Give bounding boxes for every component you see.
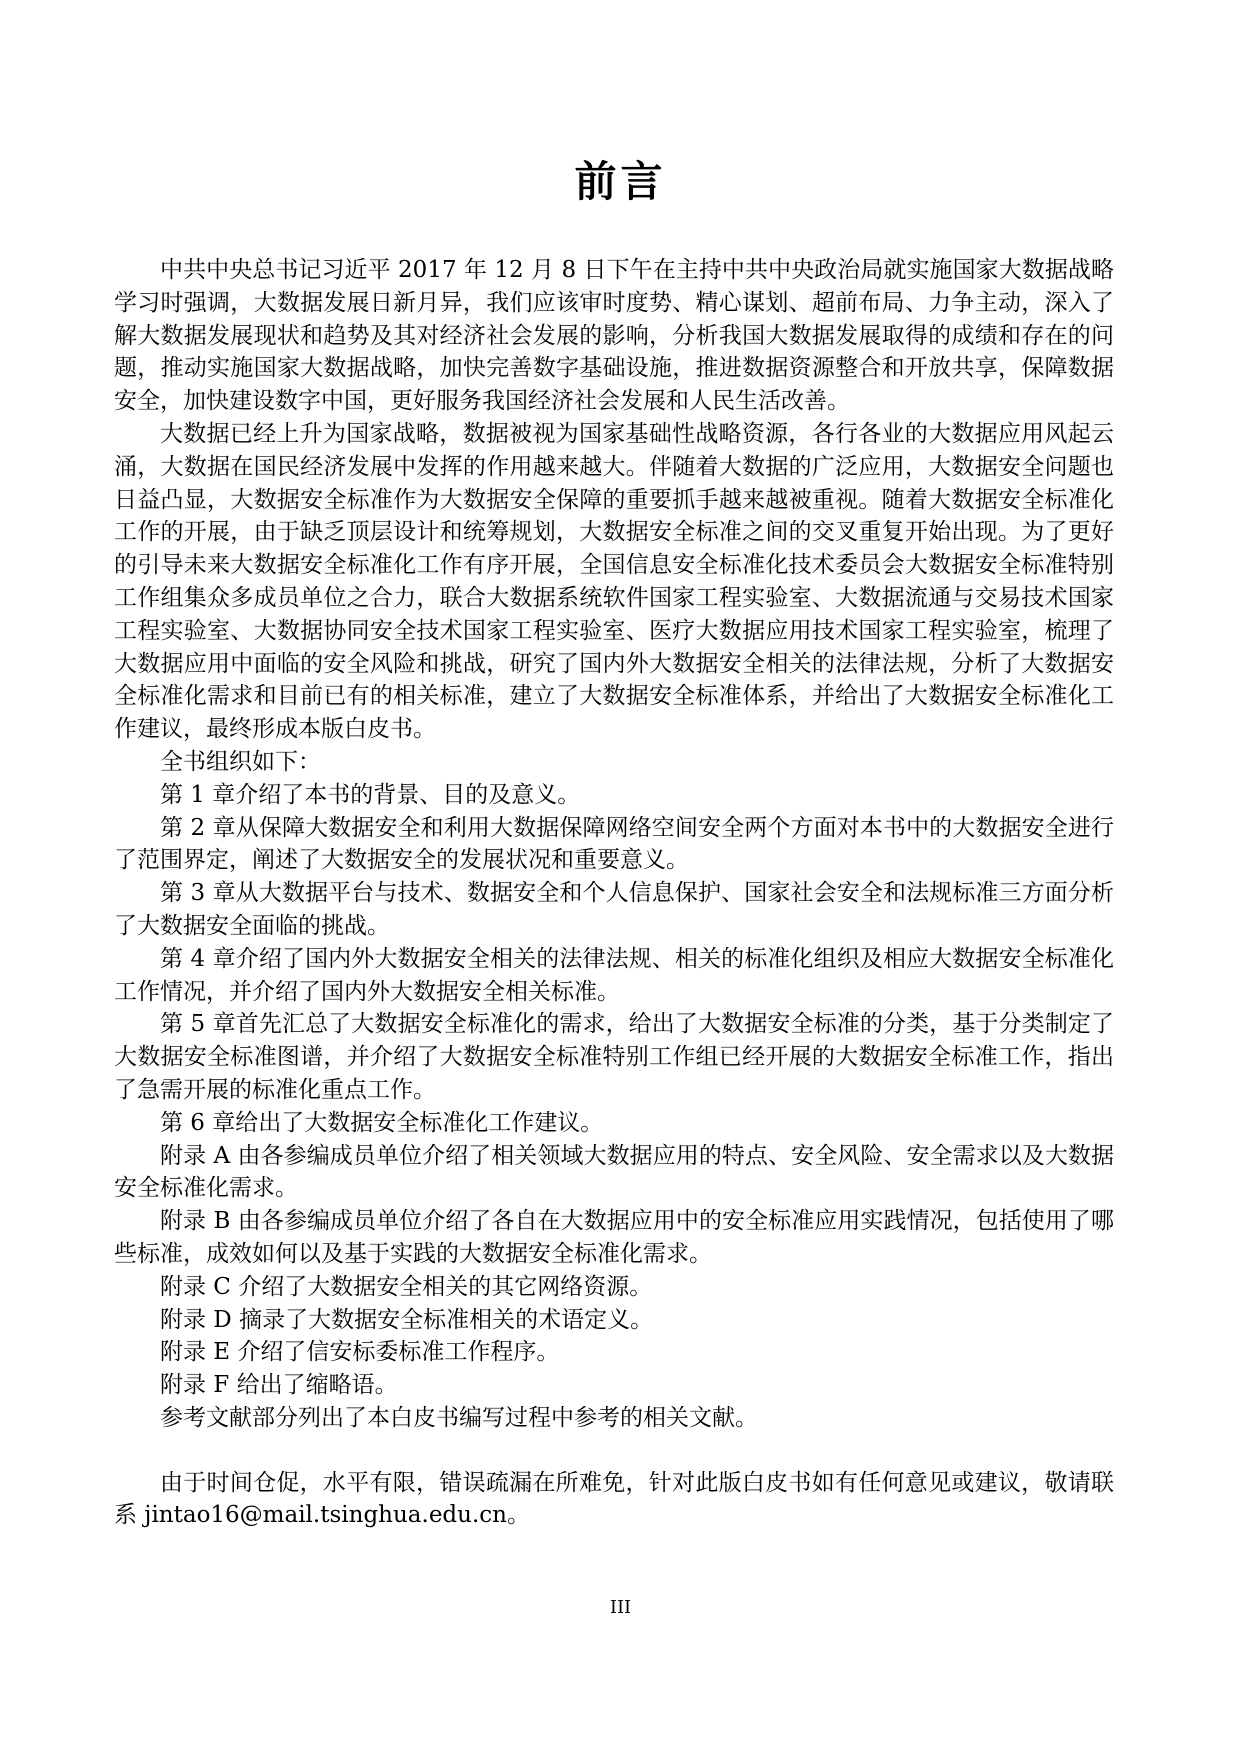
document-body xyxy=(114,254,1114,1532)
paragraph-chapter-6: 第 6 章给出了大数据安全标准化工作建议。 xyxy=(160,1109,604,1136)
paragraph-appendix-c: 附录 C 介绍了大数据安全相关的其它网络资源。 xyxy=(160,1273,653,1300)
page-title: 前言 xyxy=(574,157,667,206)
paragraph-chapter-2: 第 2 章从保障大数据安全和利用大数据保障网络空间安全两个方面对本书中的大数据安全进行了范围界定，阐述了大数据安全的发展状况和重要意义。 xyxy=(114,814,1114,874)
paragraph-appendix-e: 附录 E 介绍了信安标委标准工作程序。 xyxy=(160,1339,560,1366)
paragraph-chapter-5: 第 5 章首先汇总了大数据安全标准化的需求，给出了大数据安全标准的分类，基于分类制定了大数据安全标准图谱，并介绍了大数据安全标准特别工作组已经开展的大数据安全标准工作，指出了急需开展的标准化重点工作。 xyxy=(114,1011,1114,1103)
paragraph-appendix-f: 附录 F 给出了缩略语。 xyxy=(160,1372,398,1399)
paragraph-organization: 全书组织如下： xyxy=(160,748,321,775)
paragraph-spacer xyxy=(114,1435,1114,1467)
paragraph-appendix-d: 附录 D 摘录了大数据安全标准相关的术语定义。 xyxy=(160,1306,654,1333)
page-number: III xyxy=(609,1597,632,1618)
paragraph-closing: 由于时间仓促，水平有限，错误疏漏在所难免，针对此版白皮书如有任何意见或建议，敬请联系 jintao16@mail.tsinghua.edu.cn。 xyxy=(114,1469,1114,1529)
paragraph-chapter-3: 第 3 章从大数据平台与技术、数据安全和个人信息保护、国家社会安全和法规标准三方面分析了大数据安全面临的挑战。 xyxy=(114,880,1114,939)
paragraph-appendix-a: 附录 A 由各参编成员单位介绍了相关领域大数据应用的特点、安全风险、安全需求以及大数据安全标准化需求。 xyxy=(114,1142,1114,1202)
paragraph-intro: 中共中央总书记习近平 2017 年 12 月 8 日下午在主持中共中央政治局就实施国家大数据战略学习时强调，大数据发展日新月异，我们应该审时度势、精心谋划、超前布局、力争主动，深入了解大数据发展现状和趋势及其对经济社会发展的影响，分析我国大数据发展取得的成绩和存在的问题，推动实施国家大数据战略，加快完善数字基础设施，推进数据资源整合和开放共享，保障数据安全，加快建设数字中国，更好服务我国经济社会发展和人民生活改善。 xyxy=(114,257,1114,415)
paragraph-appendix-b: 附录 B 由各参编成员单位介绍了各自在大数据应用中的安全标准应用实践情况，包括使用了哪些标准，成效如何以及基于实践的大数据安全标准化需求。 xyxy=(114,1208,1114,1267)
paragraph-chapter-4: 第 4 章介绍了国内外大数据安全相关的法律法规、相关的标准化组织及相应大数据安全标准化工作情况，并介绍了国内外大数据安全相关标准。 xyxy=(114,945,1114,1005)
paragraph-background: 大数据已经上升为国家战略，数据被视为国家基础性战略资源，各行各业的大数据应用风起云涌，大数据在国民经济发展中发挥的作用越来越大。伴随着大数据的广泛应用，大数据安全问题也日益凸显，大数据安全标准作为大数据安全保障的重要抓手越来越被重视。随着大数据安全标准化工作的开展，由于缺乏顶层设计和统筹规划，大数据安全标准之间的交叉重复开始出现。为了更好的引导未来大数据安全标准化工作有序开展，全国信息安全标准化技术委员会大数据安全标准特别工作组集众多成员单位之合力，联合大数据系统软件国家工程实验室、大数据流通与交易技术国家工程实验室、大数据协同安全技术国家工程实验室、医疗大数据应用技术国家工程实验室，梳理了大数据应用中面临的安全风险和挑战，研究了国内外大数据安全相关的法律法规，分析了大数据安全标准化需求和目前已有的相关标准，建立了大数据安全标准体系，并给出了大数据安全标准化工作建议，最终形成本版白皮书。 xyxy=(114,420,1114,743)
paragraph-references: 参考文献部分列出了本白皮书编写过程中参考的相关文献。 xyxy=(160,1404,758,1431)
paragraph-chapter-1: 第 1 章介绍了本书的背景、目的及意义。 xyxy=(160,781,581,808)
